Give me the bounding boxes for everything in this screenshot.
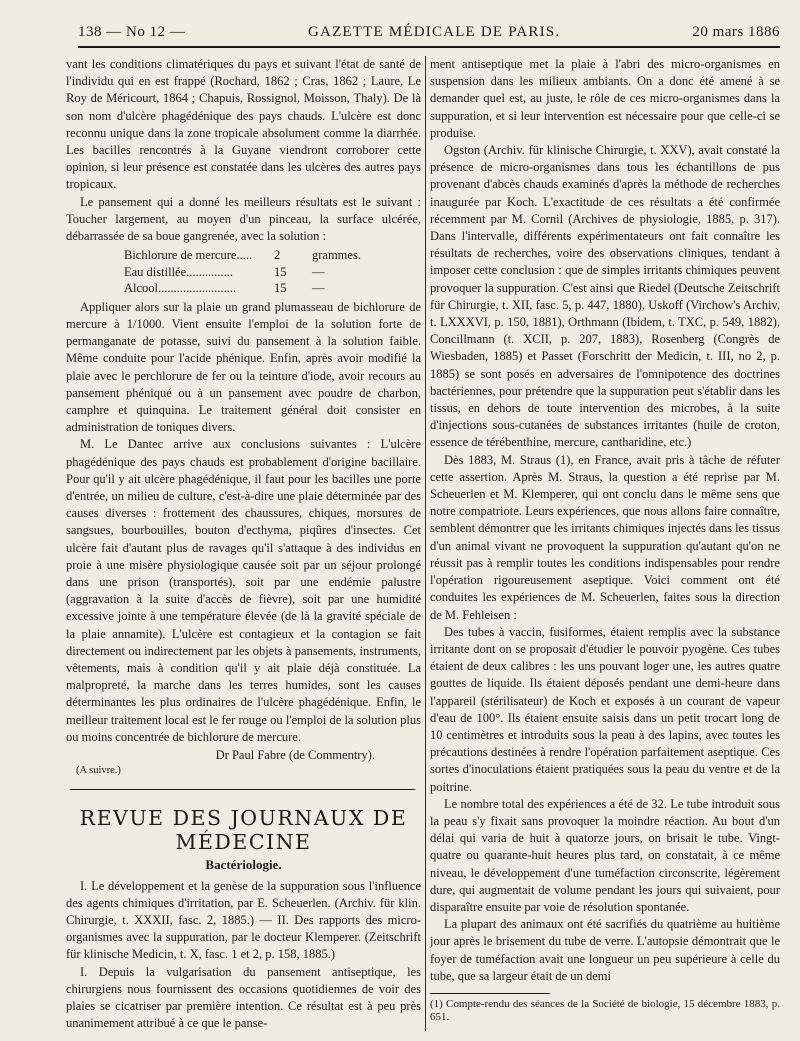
section-title: REVUE DES JOURNAUX DE MÉDECINE [79, 806, 408, 855]
ingredient-name: Eau distillée............... [124, 264, 234, 279]
ingredient-unit: — [312, 264, 325, 279]
references-paragraph: I. Le développement et la genèse de la suppuration sous l'influence des agents chimiques d'irritation, par E. Scheuerlen. (Archiv. für klin. Chirurgie, t. XXXII, fasc. 2, 1885.) — II. Des rapports des micro-organismes avec la suppuration, par le docteur Klemperer. (Zeitschrift für klinische Medicin, t. X, fasc. 1 et 2, p. 158, 1885.) [66, 878, 421, 962]
article-paragraph: Dès 1883, M. Straus (1), en France, avait pris à tâche de réfuter cette assertion. Après M. Straus, la question a été reprise par M. Scheuerlen et M. Klemperer, qui ont conclu dans le même sens que notre compatriote. Leurs expériences, que nous allons faire connaître, semblent démontrer que les irritants chimiques injectés dans les tissus d'un animal vivant ne provoquent la suppuration qu'autant qu'on ne réussit pas à remplir toutes les conditions indispensables pour rendre l'opération rigoureusement aseptique. Voici comment ont été conduites les expériences de M. Scheuerlen, faites sous la direction de M. Fehleisen : [430, 452, 780, 622]
ingredient-unit: — [312, 281, 325, 296]
section-rule [70, 789, 415, 790]
header-page-issue [78, 24, 185, 41]
issue-date: 20 mars 1886 [692, 24, 780, 40]
formula-row [124, 247, 421, 264]
article-paragraph: Le pansement qui a donné les meilleurs résultats est le suivant : Toucher largement, au moyen d'un pinceau, la surface ulcérée, débarrassée de sa boue gangrenée, avec la solution : [66, 194, 421, 244]
article-paragraph: Des tubes à vaccin, fusiformes, étaient remplis avec la substance irritante dont on se proposait d'étudier le pouvoir pyogène. Ces tubes étaient de deux calibres : les uns pouvant loger une, les autres quatre gouttes de liquide. Ils étaient déposés pendant une demi-heure dans l'appareil (stérilisateur) de Koch et exposés à un courant de vapeur d'eau de 100°. Ils étaient ensuite saisis dans un petit trocart long de 10 centimètres et introduits sous la peau à des lapins, avec toutes les précautions destinées à rendre l'opération parfaitement aseptique. Ces sortes d'inoculations étaient pratiquées sous la peau du ventre et de la poitrine. [430, 624, 780, 794]
ingredient-qty: 2 [274, 248, 281, 263]
page-number: 138 [78, 24, 102, 40]
article-paragraph: I. Depuis la vulgarisation du pansement antiseptique, les chirurgiens nous fournissent des occasions quotidiennes de voir des plaies se cicatriser par première intention. Ce résultat est à peu près unanimement attribué à ce que le panse- [66, 964, 421, 1031]
article-paragraph: Ogston (Archiv. für klinische Chirurgie, t. XXV), avait constaté la présence de micro-organismes dans tous les échantillons de pus provenant d'abcès chauds examinés d'après la méthode de recherches inaugurée par Koch. L'exactitude de ces résultats a été confirmée récemment par M. Cornil (Archives de physiologie, 1885, p. 317). Dans l'intervalle, différents expérimentateurs ont fait connaître les résultats de recherches, voire des observations cliniques, tendant à imposer cette conclusion : que de simples irritants chimiques peuvent provoquer la suppuration. C'est ainsi que Riedel (Deutsche Zeitschrift für Chirurgie, t. XII, fasc. 5, p. 447, 1880), Uskoff (Virchow's Archiv, t. LXXXVI, p. 150, 1881), Orthmann (Ibidem, t. TXC, p. 549, 1882), Concillmann (t. XCII, p. 207, 1883), Rosenberg (Congrès de Wiesbaden, 1885) et Passet (Forschritt der Medicin, t. III, no 2, p. 1885) se sont posés en adversaires de l'omnipotence des doctrines bactériennes, pour prétendre que la suppuration peut s'établir dans les tissus, en dehors de toute intervention des microbes, à la suite d'injections sous-cutanées de substances irritantes (huile de croton, essence de térébenthine, mercure, cantharidine, etc.) [430, 143, 780, 450]
left-column [66, 56, 421, 1031]
formula-row [124, 264, 421, 281]
ingredient-unit: grammes. [312, 248, 361, 263]
ingredient-name: Alcool......................... [124, 281, 237, 296]
author-signature: Dr Paul Fabre (de Commentry). [215, 748, 375, 763]
right-column [430, 56, 780, 1031]
to-be-continued: (A suivre.) [76, 765, 121, 777]
footnote-rule [430, 993, 550, 994]
footnote: (1) Compte-rendu des séances de la Société de biologie, 15 décembre 1883, p. 651. [430, 997, 780, 1024]
article-paragraph: M. Le Dantec arrive aux conclusions suivantes : L'ulcère phagédénique des pays chauds est probablement d'origine bacillaire. Pour qu'il y ait ulcère phagédénique, il faut pour les bacilles une porte d'entrée, un milieu de culture, c'est-à-dire une plaie déterminée par des causes diverses : frottement des chaussures, chiques, morsures de sangsues, bourbouilles, bouton d'ecthyma, piqûres d'insectes. Cet ulcère fait d'autant plus de ravages qu'il s'attaque à des individus en proie à une misère physiologique causée soit par un séjour prolongé dans une prison (transportés), soit par une endémie palustre (aggravation à la suite d'accès de fièvre), soit par une humidité excessive jointe à une température élevée (de là la gravité spéciale de la plaie annamite). L'ulcère est contagieux et la contagion se fait directement ou indirectement par les objets à pansements, instruments, vêtements, mais à condition qu'il y ait plaie déjà constituée. La malpropreté, la marche dans les terres humides, sont les causes déterminantes les plus ordinaires de l'ulcère phagédénique. Enfin, le meilleur traitement local est le fer rouge ou l'emploi de la solution plus ou moins concentrée de bichlorure de mercure. [66, 437, 421, 744]
ingredient-name: Bichlorure de mercure..... [124, 248, 253, 263]
section-subtitle: Bactériologie. [205, 857, 282, 873]
ingredient-qty: 15 [274, 281, 287, 296]
page-header [78, 22, 780, 44]
article-paragraph: Appliquer alors sur la plaie un grand plumasseau de bichlorure de mercure à 1/1000. Vient ensuite l'emploi de la solution forte de permanganate de potasse, suivi du pansement à la solution faible. Même conduite pour l'acide phénique. Enfin, après avoir modifié la plaie avec le perchlorure de fer ou la teinture d'iode, avoir recours au pansement phéniqué ou à un pansement avec poudre de charbon, camphre et quinquina. Le traitement général doit consister en administration de toniques divers. [66, 299, 421, 435]
journal-title: GAZETTE MÉDICALE DE PARIS. [308, 24, 561, 40]
header-rule [78, 46, 780, 48]
formula-row [124, 280, 421, 297]
article-paragraph: vant les conditions climatériques du pays et suivant l'état de santé de l'individu qui en est frappé (Rochard, 1862 ; Cras, 1862 ; Laure, Le Roy de Méricourt, 1864 ; Chapuis, Rossignol, Moisson, Thaly). De là son nom d'ulcère phagédénique des pays chauds. L'ulcère est donc reconnu unique dans la zone tropicale absolument comme la diarrhée. Les bacilles rencontrés à la Guyane viendront corroborer cette opinion, si leur présence est constatée dans les ulcères des autres pays tropicaux. [66, 57, 421, 192]
ingredient-qty: 15 [274, 264, 287, 279]
article-paragraph: ment antiseptique met la plaie à l'abri des micro-organismes en suspension dans les milieux ambiants. On a donc été amené à se demander quel est, au juste, le rôle de ces micro-organismes dans la suppuration, et si leur intervention est nécessaire pour que celle-ci se produise. [430, 57, 780, 140]
formula-table [124, 247, 421, 297]
column-divider [425, 56, 426, 1031]
issue-number: — No 12 — [106, 24, 186, 40]
article-paragraph: La plupart des animaux ont été sacrifiés du quatrième au huitième jour après le brisement du tube de verre. L'autopsie démontrait que le foyer de tuméfaction avait une longueur un peu supérieure à celle du tube, que sa largeur était de un demi [430, 917, 780, 983]
article-paragraph: Le nombre total des expériences a été de 32. Le tube introduit sous la peau s'y fixait sans provoquer la moindre réaction. Au bout d'un délai qui varia de huit à quatorze jours, on brisait le tube. Vingt-quatre ou quarante-huit heures plus tard, on constatait, à ce même niveau, le développement d'une tuméfaction circonscrite, légèrement dure, qui augmentait de volume pendant les jours qui suivaient, pour disparaître ensuite par voie de résolution spontanée. [430, 796, 780, 914]
